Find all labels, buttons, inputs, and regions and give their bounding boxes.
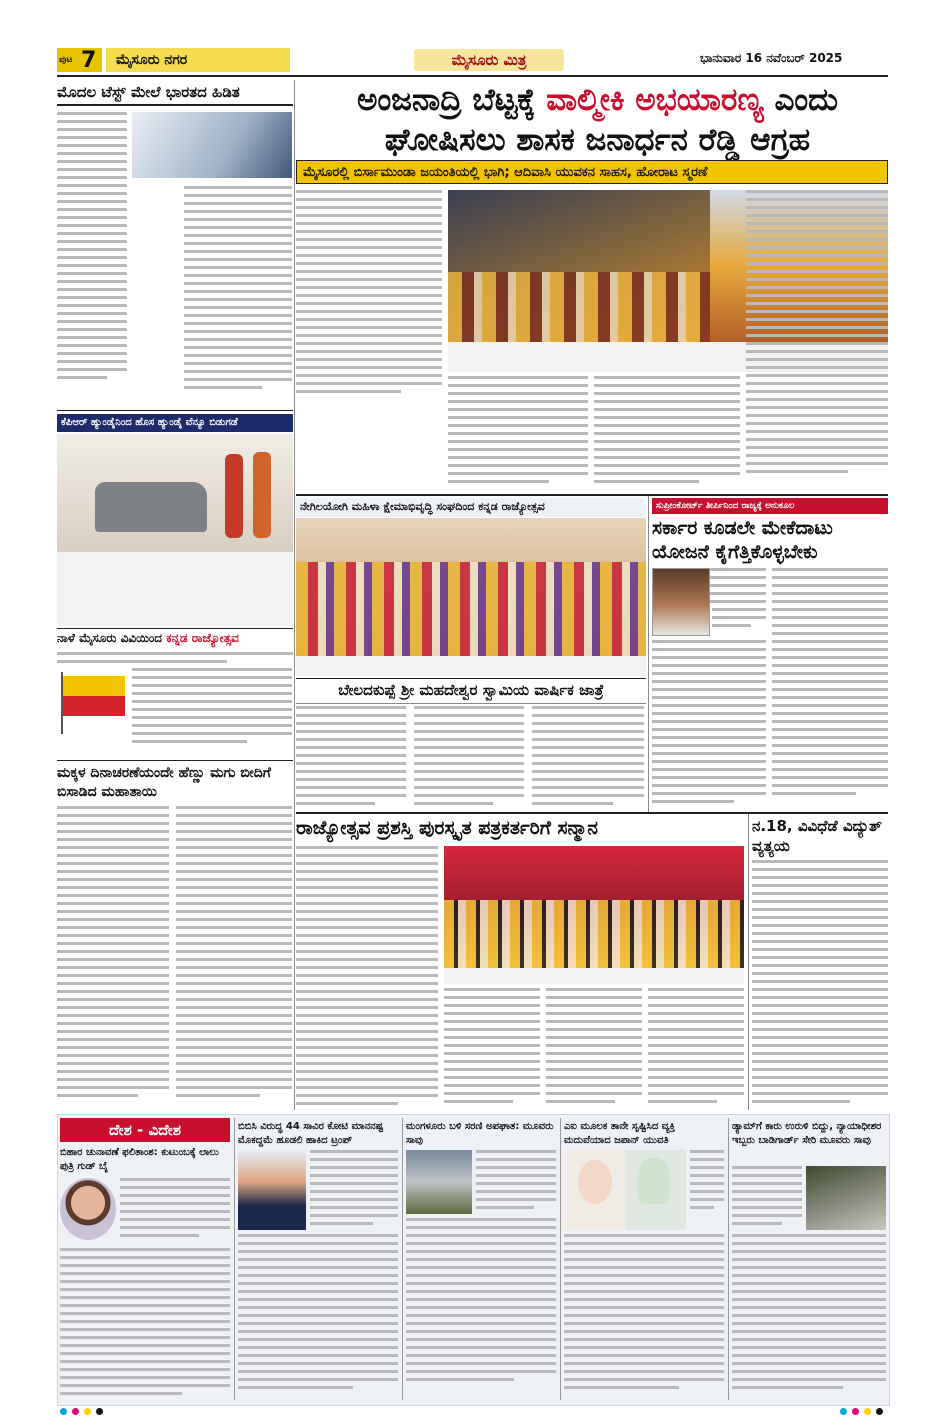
mekedatu-col2 (772, 568, 888, 810)
divider (57, 760, 293, 761)
test-body-col1 (57, 112, 127, 392)
bihar-body-top (120, 1178, 230, 1244)
mangaluru-headline: ಮಂಗಳೂರು ಬಳಿ ಸರಣಿ ಅಪಘಾತ: ಮೂವರು ಸಾವು (406, 1121, 554, 1146)
column-separator (648, 496, 649, 812)
page-label: ಪುಟ (59, 55, 73, 65)
divider (296, 678, 646, 679)
award-col1 (296, 846, 438, 1108)
childrens-day-col2 (176, 806, 292, 1108)
lead-body-col2 (448, 376, 588, 492)
column-separator (748, 814, 749, 1110)
dam-headline: ಡ್ಯಾಮ್‌ಗೆ ಕಾರು ಉರುಳಿ ಬಿದ್ದು, ನ್ಯಾಯಾಧೀಶರ ಇಬ್ಬರು ಬಾಡಿಗಾರ್ಡ್ ಸೇರಿ ಮೂವರು ಸಾವು (732, 1121, 882, 1146)
bihar-photo (60, 1178, 116, 1240)
jatre-col1 (296, 706, 406, 810)
bihar-body (60, 1248, 230, 1400)
dam-photo (806, 1166, 886, 1230)
award-caption (444, 968, 744, 984)
divider (296, 494, 888, 496)
hyundai-caption (57, 552, 293, 626)
test-body-col2 (184, 186, 292, 398)
mangaluru-body (406, 1218, 556, 1400)
trump-body (238, 1234, 398, 1400)
women-assoc-caption (296, 656, 646, 676)
divider (57, 628, 293, 629)
headline-highlight: ವಾಲ್ಮೀಕಿ ಅಭಯಾರಣ್ಯ (546, 82, 764, 118)
lead-subheadline: ಮೈಸೂರಲ್ಲಿ ಬಿರ್ಸಾಮುಂಡಾ ಜಯಂತಿಯಲ್ಲಿ ಭಾಗಿ; ಆದಿವಾಸಿ ಯುವಕನ ಸಾಹಸ, ಹೋರಾಟ ಸ್ಮರಣೆ (296, 160, 888, 184)
dam-body-top (732, 1166, 802, 1230)
award-col2 (444, 988, 540, 1108)
column-separator (560, 1118, 561, 1400)
bihar-headline: ಬಿಹಾರ ಚುನಾವಣೆ ಫಲಿತಾಂಶ: ಕುಟುಂಬಕ್ಕೆ ಲಾಲು ಪುತ್ರಿ ಗುಡ್ ಬೈ (60, 1147, 219, 1172)
divider (57, 410, 293, 411)
page-number-box (57, 48, 102, 72)
trump-body-top (310, 1150, 398, 1230)
masthead-rule (57, 75, 888, 77)
women-assoc-headline: ನೇಗಿಲಯೋಗಿ ಮಹಿಳಾ ಕ್ಷೇಮಾಭಿವೃದ್ಧಿ ಸಂಘದಿಂದ ಕನ್ನಡ ರಾಜ್ಯೋತ್ಸವ (296, 498, 646, 517)
japan-body (564, 1234, 724, 1400)
mangaluru-body-top (476, 1150, 556, 1214)
karnataka-flag (57, 668, 127, 734)
trump-photo (238, 1150, 306, 1230)
jatre-headline: ಬೇಲದಕುಪ್ಪೆ ಶ್ರೀ ಮಹದೇಶ್ವರ ಸ್ವಾಮಿಯ ವಾರ್ಷಿಕ ಜಾತ್ರೆ (296, 682, 646, 704)
mangaluru-photo (406, 1150, 472, 1214)
rajyotsava-highlight: ಕನ್ನಡ ರಾಜ್ಯೋತ್ಸವ (166, 631, 239, 645)
divider (296, 812, 888, 814)
politician-photo (652, 568, 710, 636)
hyundai-headline: ಕೆಪಿಆರ್ ಹ್ಯುಂಡೈನಿಂದ ಹೊಸ ಹ್ಯುಂಡೈ ವೆನ್ಯೂ ಬಿಡುಗಡೆ (57, 414, 293, 432)
rajyotsava-body (132, 668, 292, 752)
award-headline: ರಾಜ್ಯೋತ್ಸವ ಪ್ರಶಸ್ತಿ ಪುರಸ್ಕೃತ ಪತ್ರಕರ್ತರಿಗೆ ಸನ್ಮಾನ (296, 817, 598, 839)
lead-body-col1 (296, 190, 442, 440)
lead-body-col3 (594, 376, 740, 492)
power-headline: ನ.18, ವಿವಿಧೆಡೆ ವಿದ್ಯುತ್ ವ್ಯತ್ಯಯ (752, 817, 882, 855)
women-assoc-photo (296, 518, 646, 656)
award-col4 (648, 988, 744, 1108)
award-col3 (546, 988, 642, 1108)
column-separator (402, 1118, 403, 1400)
lead-body-col4 (746, 190, 888, 490)
column-separator (234, 1118, 235, 1400)
column-separator (294, 80, 295, 1110)
lead-headline: ಅಂಜನಾದ್ರಿ ಬೆಟ್ಟಕ್ಕೆ ವಾಲ್ಮೀಕಿ ಅಭಯಾರಣ್ಯ ಎಂದು ಘೋಷಿಸಲು ಶಾಸಕ ಜನಾರ್ಧನ ರೆಡ್ಡಿ ಆಗ್ರಹ (357, 82, 838, 158)
issue-date: ಭಾನುವಾರ 16 ನವೆಂಬರ್ 2025 (700, 51, 843, 65)
lead-photo (448, 190, 710, 342)
test-headline: ಮೊದಲ ಟೆಸ್ಟ್ ಮೇಲೆ ಭಾರತದ ಹಿಡಿತ (57, 84, 293, 106)
rajyotsava-headline: ನಾಳೆ ಮೈಸೂರು ವಿವಿಯಿಂದ ಕನ್ನಡ ರಾಜ್ಯೋತ್ಸವ (57, 631, 239, 645)
test-photo (132, 112, 292, 178)
jatre-col3 (532, 706, 644, 810)
japan-body-top (690, 1150, 724, 1230)
registration-marks (60, 1408, 130, 1416)
japan-headline: ಎಐ ಮೂಲಕ ತಾನೇ ಸೃಷ್ಟಿಸಿದ ವ್ಯಕ್ತಿ ಮದುವೆಯಾದ ಜಪಾನ್ ಯುವತಿ (564, 1121, 676, 1146)
mekedatu-col1b (712, 568, 766, 638)
award-photo (444, 846, 744, 968)
world-section-label: ದೇಶ - ವಿದೇಶ (60, 1118, 230, 1142)
rajyotsava-body-top (57, 652, 293, 668)
paper-logo: ಮೈಸೂರು ಮಿತ್ರ (414, 49, 564, 71)
japan-photo (564, 1150, 686, 1230)
masthead (0, 46, 945, 74)
jatre-col2 (414, 706, 524, 810)
column-separator (728, 1118, 729, 1400)
childrens-day-headline: ಮಕ್ಕಳ ದಿನಾಚರಣೆಯಂದೇ ಹೆಣ್ಣು ಮಗು ಬೀದಿಗೆ ಬಿಸಾಡಿದ ಮಹಾತಾಯಿ (57, 765, 271, 800)
dam-body (732, 1234, 886, 1400)
trump-headline: ಬಿಬಿಸಿ ವಿರುದ್ಧ 44 ಸಾವಿರ ಕೋಟಿ ಮಾನನಷ್ಟ ಮೊಕದ್ದಮೆ ಹೂಡಲಿ ಹಾಕಿದ ಟ್ರಂಪ್ (238, 1121, 384, 1146)
page-number: 7 (81, 48, 97, 73)
mekedatu-col1c (652, 640, 766, 810)
power-body (752, 860, 888, 1108)
registration-marks (840, 1408, 910, 1416)
section-name: ಮೈಸೂರು ನಗರ (106, 48, 290, 72)
hyundai-photo (57, 434, 293, 552)
mekedatu-headline: ಸರ್ಕಾರ ಕೂಡಲೇ ಮೇಕೆದಾಟು ಯೋಜನೆ ಕೈಗೆತ್ತಿಕೊಳ್ಳಬೇಕು (652, 517, 833, 563)
childrens-day-col1 (57, 806, 169, 1108)
supreme-court-tag: ಸುಪ್ರೀಂಕೋರ್ಟ್ ತೀರ್ಪಿನಿಂದ ರಾಜ್ಯಕ್ಕೆ ಅನುಕೂಲ (652, 498, 888, 514)
